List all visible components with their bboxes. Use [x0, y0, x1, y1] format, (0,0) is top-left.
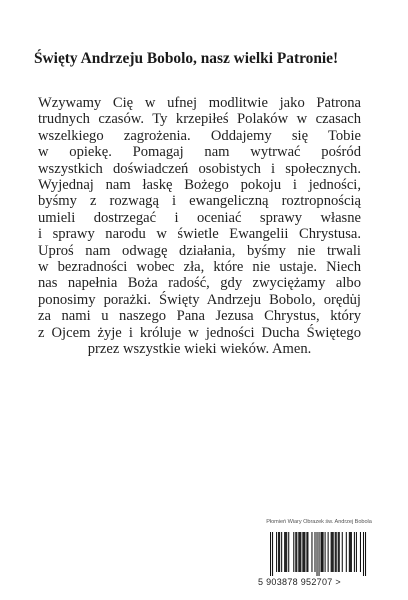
barcode-bar — [304, 532, 305, 572]
barcode-bar — [293, 532, 294, 572]
barcode-bar — [365, 532, 366, 576]
barcode-bar — [316, 532, 317, 576]
barcode-bar — [314, 532, 315, 572]
barcode-bar — [322, 532, 323, 572]
prayer-line: nas napełnia Boża radość, gdy zwyciężamy albo — [38, 275, 361, 292]
barcode-block — [258, 519, 380, 591]
barcode-bar — [284, 532, 285, 572]
barcode-bar — [323, 532, 324, 572]
barcode-bar — [363, 532, 364, 576]
prayer-line: z Ojcem żyje i króluje w jedności Ducha Świętego — [38, 324, 361, 341]
barcode-bar — [354, 532, 355, 572]
barcode-bar — [276, 532, 277, 572]
prayer-line: umieli dostrzegać i oceniać sprawy własne — [38, 209, 361, 226]
barcode-bar — [350, 532, 351, 572]
barcode-bar — [319, 532, 320, 576]
barcode-bar — [311, 532, 312, 572]
prayer-line: za nami u naszego Pana Jezusa Chrystus, który — [38, 308, 361, 325]
barcode-bar — [335, 532, 336, 572]
barcode-bar — [285, 532, 286, 572]
barcode-bar — [332, 532, 333, 572]
prayer-title: Święty Andrzeju Bobolo, nasz wielki Patronie! — [34, 50, 339, 67]
barcode-bar — [336, 532, 337, 572]
prayer-line: wszystkich doświadczeń osobistych i społecznych. — [38, 160, 361, 177]
prayer-line: i sprawy narodu w świetle Ewangelii Chrystusa. — [38, 226, 361, 243]
prayer-line: byśmy z rozwagą i ewangeliczną roztropnością — [38, 193, 361, 210]
barcode-bar — [306, 532, 307, 572]
barcode-number: 5 903878 952707 > — [258, 577, 341, 587]
barcode-bar — [298, 532, 299, 572]
barcode-bar — [346, 532, 347, 572]
barcode-image — [260, 532, 376, 576]
prayer-line: Wzywamy Cię w ufnej modlitwie jako Patrona — [38, 95, 361, 111]
prayer-line: w opiekę. Pomagaj nam wytrwać pośród — [38, 144, 361, 161]
barcode-bar — [270, 532, 271, 576]
barcode-bar — [281, 532, 282, 572]
prayer-line: wszelkiego zagrożenia. Oddajemy się Tobie — [38, 127, 361, 144]
barcode-bar — [279, 532, 280, 572]
barcode-bar — [338, 532, 339, 572]
prayer-line: Wyjednaj nam łaskę Bożego pokoju i jedności, — [38, 177, 361, 194]
prayer-line: trudnych czasów. Ty krzepiłeś Polaków w czasach — [38, 111, 361, 128]
barcode-bar — [299, 532, 300, 572]
barcode-bar — [300, 532, 301, 572]
barcode-bar — [303, 532, 304, 572]
prayer-line: w bezradności wobec zła, które nie ustaje. Niech — [38, 259, 361, 276]
barcode-bar — [321, 532, 322, 572]
barcode-bar — [342, 532, 343, 572]
prayer-text — [38, 95, 361, 358]
barcode-bar — [328, 532, 329, 572]
barcode-bar — [331, 532, 332, 572]
prayer-line: Uproś nam odwagę działania, byśmy nie trwali — [38, 242, 361, 259]
barcode-bar — [272, 532, 273, 576]
barcode-bar — [339, 532, 340, 572]
barcode-bar — [288, 532, 289, 572]
barcode-caption: Płomień Wiary Obrazek św. Andrzej Bobola — [266, 519, 372, 525]
barcode-bar — [356, 532, 357, 572]
barcode-bar — [325, 532, 326, 572]
barcode-bar — [360, 532, 361, 572]
prayer-line: przez wszystkie wieki wieków. Amen. — [87, 341, 312, 358]
barcode-bar — [295, 532, 296, 572]
barcode-bar — [278, 532, 279, 572]
barcode-bar — [333, 532, 334, 572]
barcode-bar — [351, 532, 352, 572]
barcode-bar — [349, 532, 350, 572]
barcode-bar — [307, 532, 308, 572]
prayer-line: ponosimy porażki. Święty Andrzeju Bobolo, orędu̇j — [38, 291, 361, 308]
barcode-bar — [302, 532, 303, 572]
barcode-bar — [296, 532, 297, 572]
barcode-bar — [286, 532, 287, 572]
